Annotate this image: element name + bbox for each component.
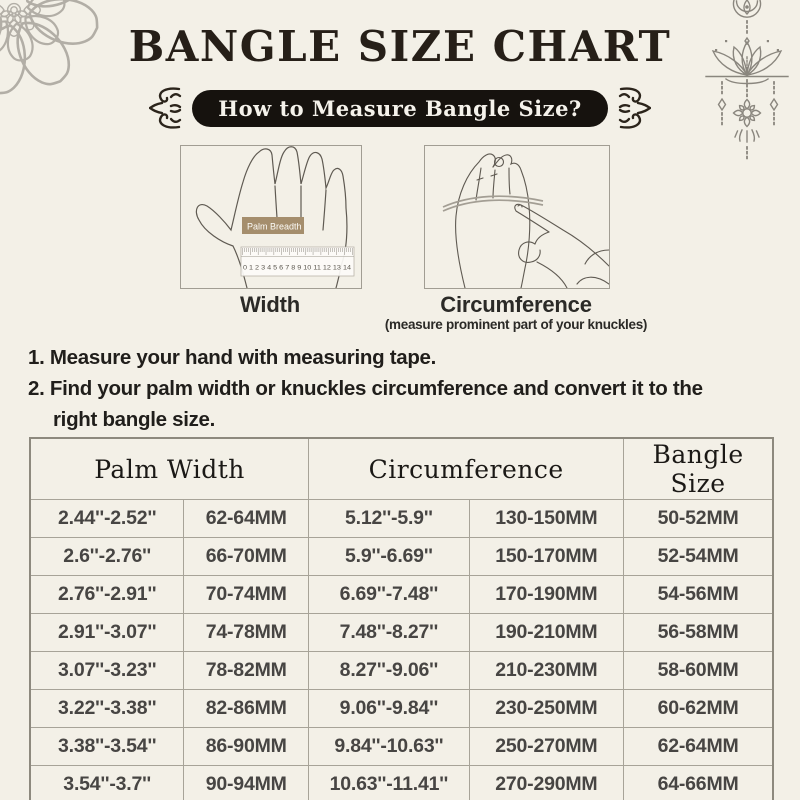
table-cell: 60-62MM xyxy=(624,690,773,728)
circumference-figure-box xyxy=(424,145,610,289)
instruction-item: 1. Measure your hand with measuring tape. xyxy=(28,346,437,369)
flourish-left-icon xyxy=(149,86,183,130)
table-cell: 62-64MM xyxy=(624,728,773,766)
table-cell: 170-190MM xyxy=(469,576,624,614)
ruler xyxy=(241,247,354,276)
table-cell: 50-52MM xyxy=(624,500,773,538)
table-row xyxy=(30,652,773,690)
width-figure-box xyxy=(180,145,362,289)
flourish-right-icon xyxy=(617,86,651,130)
table-cell: 190-210MM xyxy=(469,614,624,652)
table-row xyxy=(30,538,773,576)
table-cell: 82-86MM xyxy=(184,690,309,728)
table-row xyxy=(30,576,773,614)
table-cell: 52-54MM xyxy=(624,538,773,576)
table-cell: 62-64MM xyxy=(184,500,309,538)
table-header-cell: Circumference xyxy=(309,438,624,500)
table-row xyxy=(30,500,773,538)
instructions-list xyxy=(28,342,736,435)
table-cell: 90-94MM xyxy=(184,766,309,800)
instruction-item: 2. Find your palm width or knuckles circumference and convert it to the right bangle size. xyxy=(28,377,703,431)
table-cell: 70-74MM xyxy=(184,576,309,614)
table-cell: 9.84''-10.63'' xyxy=(309,728,469,766)
table-cell: 130-150MM xyxy=(469,500,624,538)
table-cell: 5.9''-6.69'' xyxy=(309,538,469,576)
table-row xyxy=(30,690,773,728)
table-cell: 9.06''-9.84'' xyxy=(309,690,469,728)
table-cell: 74-78MM xyxy=(184,614,309,652)
table-cell: 150-170MM xyxy=(469,538,624,576)
table-cell: 2.76''-2.91'' xyxy=(30,576,184,614)
table-cell: 3.38''-3.54'' xyxy=(30,728,184,766)
table-row xyxy=(30,614,773,652)
table-cell: 2.91''-3.07'' xyxy=(30,614,184,652)
table-header-cell: Palm Width xyxy=(30,438,309,500)
table-cell: 78-82MM xyxy=(184,652,309,690)
table-row xyxy=(30,766,773,800)
table-header-row xyxy=(30,438,773,500)
table-cell: 10.63''-11.41'' xyxy=(309,766,469,800)
table-header-cell: Bangle Size xyxy=(624,438,773,500)
table-cell: 250-270MM xyxy=(469,728,624,766)
table-cell: 86-90MM xyxy=(184,728,309,766)
table-cell: 64-66MM xyxy=(624,766,773,800)
hands-measure-illustration xyxy=(425,146,609,288)
circumference-note: (measure prominent part of your knuckles) xyxy=(384,317,648,332)
size-chart-table xyxy=(29,437,774,800)
palm-breadth-label xyxy=(242,217,304,234)
hand-ruler-illustration xyxy=(181,146,361,288)
table-cell: 3.54''-3.7'' xyxy=(30,766,184,800)
page-title: BANGLE SIZE CHART xyxy=(128,22,672,71)
table-cell: 58-60MM xyxy=(624,652,773,690)
width-caption: Width xyxy=(240,292,300,317)
ruler-numbers: 0 1 2 3 4 5 6 7 8 9 10 11 12 13 14 xyxy=(243,265,352,272)
circumference-caption: Circumference xyxy=(440,292,592,317)
table-cell: 66-70MM xyxy=(184,538,309,576)
palm-breadth-label-text: Palm Breadth xyxy=(247,221,302,232)
table-cell: 3.07''-3.23'' xyxy=(30,652,184,690)
table-cell: 2.44''-2.52'' xyxy=(30,500,184,538)
table-cell: 54-56MM xyxy=(624,576,773,614)
how-to-measure-badge-row xyxy=(0,86,800,130)
table-row xyxy=(30,728,773,766)
table-cell: 230-250MM xyxy=(469,690,624,728)
table-cell: 270-290MM xyxy=(469,766,624,800)
table-cell: 7.48''-8.27'' xyxy=(309,614,469,652)
table-cell: 56-58MM xyxy=(624,614,773,652)
table-cell: 6.69''-7.48'' xyxy=(309,576,469,614)
size-table-body xyxy=(30,500,773,800)
table-cell: 2.6''-2.76'' xyxy=(30,538,184,576)
table-cell: 3.22''-3.38'' xyxy=(30,690,184,728)
how-to-measure-badge: How to Measure Bangle Size? xyxy=(192,90,608,127)
table-cell: 5.12''-5.9'' xyxy=(309,500,469,538)
table-cell: 210-230MM xyxy=(469,652,624,690)
table-cell: 8.27''-9.06'' xyxy=(309,652,469,690)
